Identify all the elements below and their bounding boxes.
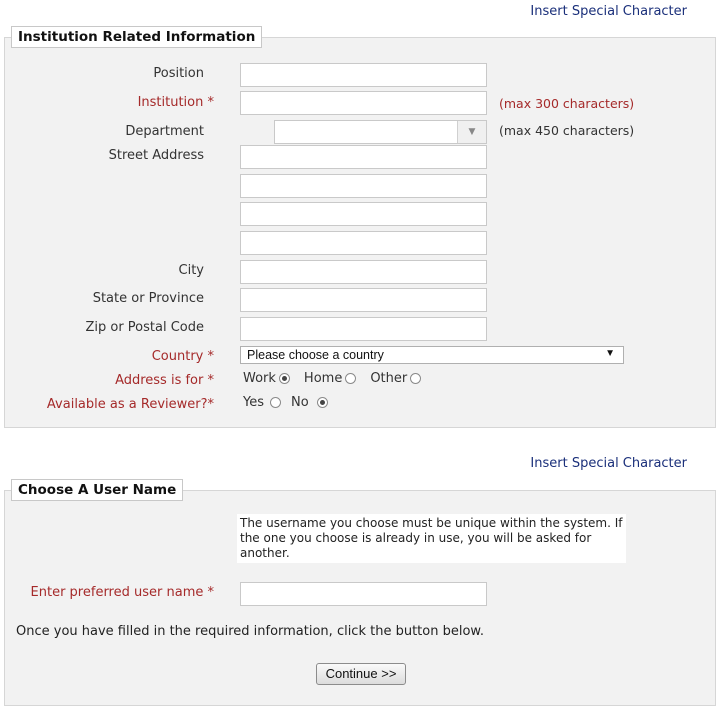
street-address-line-3[interactable] — [240, 202, 487, 226]
department-max-note: (max 450 characters) — [499, 123, 635, 138]
street-address-line-1[interactable] — [240, 145, 487, 169]
username-label: Enter preferred user name * — [30, 585, 214, 600]
address-home-radio[interactable] — [345, 373, 356, 384]
country-selected-value: Please choose a country — [247, 348, 384, 362]
instructions-text: Once you have filled in the required information, click the button below. — [16, 624, 484, 639]
insert-special-character-link-2[interactable]: Insert Special Character — [530, 456, 687, 471]
username-section-title: Choose A User Name — [11, 479, 183, 501]
institution-max-note: (max 300 characters) — [499, 96, 635, 111]
username-info-text: The username you choose must be unique within the system. If the one you choose is already in use, you will be asked for another. — [237, 514, 626, 563]
address-work-option[interactable] — [243, 371, 290, 386]
street-address-line-4[interactable] — [240, 231, 487, 255]
continue-button[interactable]: Continue >> — [316, 663, 406, 685]
address-home-option[interactable] — [304, 371, 356, 386]
reviewer-yes-radio[interactable] — [270, 397, 281, 408]
reviewer-no-radio[interactable] — [317, 397, 328, 408]
address-other-radio[interactable] — [410, 373, 421, 384]
reviewer-no-option[interactable] — [291, 395, 328, 410]
street-address-line-2[interactable] — [240, 174, 487, 198]
department-label: Department — [125, 124, 204, 139]
dropdown-arrow-icon[interactable]: ▼ — [457, 121, 486, 143]
city-input[interactable] — [240, 260, 487, 284]
zip-input[interactable] — [240, 317, 487, 341]
position-input[interactable] — [240, 63, 487, 87]
select-arrow-icon: ▼ — [605, 348, 615, 359]
username-input[interactable] — [240, 582, 487, 606]
address-home-label: Home — [303, 371, 343, 386]
institution-label: Institution * — [137, 95, 214, 110]
state-input[interactable] — [240, 288, 487, 312]
reviewer-no-label: No — [291, 395, 309, 410]
address-other-option[interactable] — [370, 371, 421, 386]
address-work-label: Work — [243, 371, 276, 386]
reviewer-label: Available as a Reviewer?* — [46, 397, 214, 412]
address-is-for-label: Address is for * — [115, 373, 214, 388]
insert-special-character-link[interactable]: Insert Special Character — [530, 4, 687, 19]
country-select[interactable] — [240, 346, 624, 364]
street-address-label: Street Address — [108, 148, 204, 163]
address-is-for-radio-group — [243, 371, 435, 386]
institution-section-title: Institution Related Information — [11, 26, 262, 48]
reviewer-radio-group — [243, 395, 342, 410]
department-combobox[interactable] — [274, 120, 487, 144]
address-other-label: Other — [370, 371, 408, 386]
address-work-radio[interactable] — [279, 373, 290, 384]
state-label: State or Province — [92, 291, 204, 306]
city-label: City — [178, 263, 204, 278]
reviewer-yes-option[interactable] — [243, 395, 281, 410]
reviewer-yes-label: Yes — [243, 395, 264, 410]
institution-input[interactable] — [240, 91, 487, 115]
country-label: Country * — [151, 349, 214, 364]
zip-label: Zip or Postal Code — [85, 320, 204, 335]
position-label: Position — [153, 66, 204, 81]
